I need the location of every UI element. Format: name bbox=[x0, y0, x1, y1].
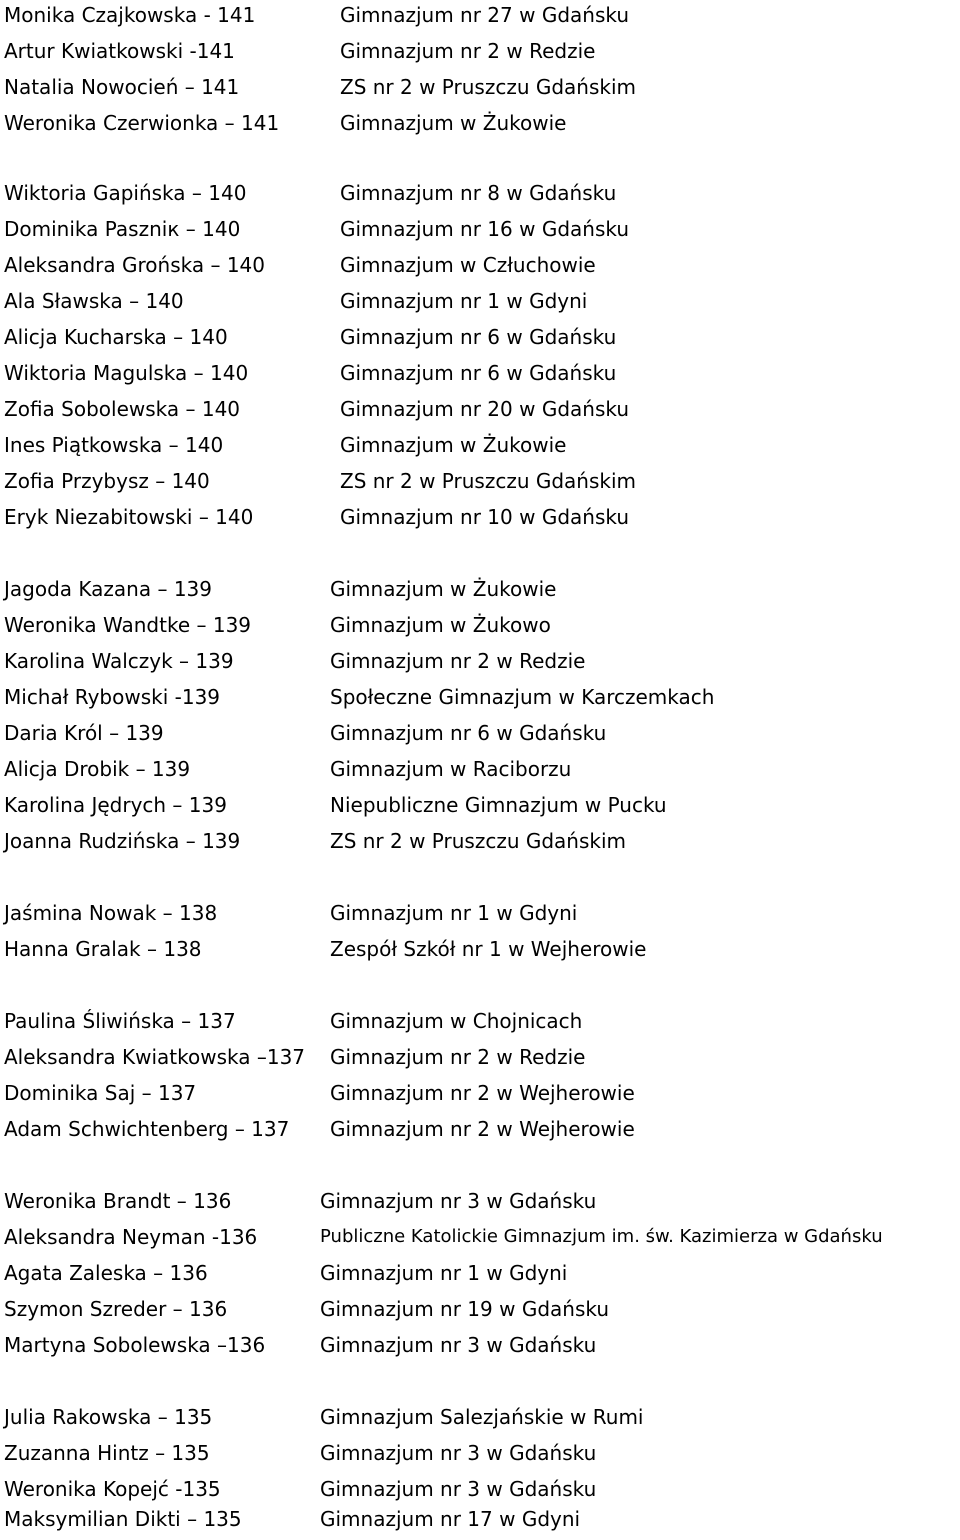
student-name: Weronika Czerwionka – 141 bbox=[4, 111, 280, 135]
list-item bbox=[0, 466, 960, 502]
student-name: Wiktoria Magulska – 140 bbox=[4, 361, 249, 385]
list-item bbox=[0, 0, 960, 36]
list-item bbox=[0, 574, 960, 610]
list-item bbox=[0, 108, 960, 144]
student-name: Aleksandra Grońska – 140 bbox=[4, 253, 265, 277]
list-item bbox=[0, 1078, 960, 1114]
student-name: Zofia Sobolewska – 140 bbox=[4, 397, 241, 421]
student-name: Szymon Szreder – 136 bbox=[4, 1297, 228, 1321]
school-name: Publiczne Katolickie Gimnazjum im. św. Kazimierza w Gdańsku bbox=[320, 1226, 883, 1247]
student-name: Joanna Rudzińska – 139 bbox=[4, 829, 241, 853]
list-item bbox=[0, 214, 960, 250]
list-item bbox=[0, 682, 960, 718]
school-name: Gimnazjum w Żukowie bbox=[340, 111, 567, 135]
list-item bbox=[0, 1042, 960, 1078]
student-name: Michał Rybowski -139 bbox=[4, 685, 221, 709]
school-name: Gimnazjum Salezjańskie w Rumi bbox=[320, 1405, 644, 1429]
school-name: Gimnazjum nr 2 w Redzie bbox=[330, 1045, 586, 1069]
student-name: Julia Rakowska – 135 bbox=[4, 1405, 213, 1429]
student-name: Weronika Brandt – 136 bbox=[4, 1189, 232, 1213]
list-item bbox=[0, 718, 960, 754]
school-name: Gimnazjum nr 6 w Gdańsku bbox=[330, 721, 607, 745]
student-name: Dominika Paszniк – 140 bbox=[4, 217, 241, 241]
student-name: Karolina Walczyk – 139 bbox=[4, 649, 234, 673]
school-name: Gimnazjum nr 6 w Gdańsku bbox=[340, 325, 617, 349]
school-name: Gimnazjum w Człuchowie bbox=[340, 253, 596, 277]
school-name: Gimnazjum nr 16 w Gdańsku bbox=[340, 217, 630, 241]
school-name: Niepubliczne Gimnazjum w Pucku bbox=[330, 793, 667, 817]
list-item bbox=[0, 1402, 960, 1438]
student-name: Weronika Kopejć -135 bbox=[4, 1477, 221, 1501]
school-name: Gimnazjum w Chojnicach bbox=[330, 1009, 583, 1033]
school-name: Gimnazjum nr 2 w Wejherowie bbox=[330, 1081, 635, 1105]
school-name: Gimnazjum w Żukowie bbox=[330, 577, 557, 601]
school-name: Gimnazjum nr 2 w Wejherowie bbox=[330, 1117, 635, 1141]
list-item bbox=[0, 502, 960, 538]
student-name: Wiktoria Gapińska – 140 bbox=[4, 181, 247, 205]
school-name: Gimnazjum nr 3 w Gdańsku bbox=[320, 1333, 597, 1357]
school-name: Gimnazjum nr 1 w Gdyni bbox=[320, 1261, 568, 1285]
list-item bbox=[0, 934, 960, 970]
student-name: Agata Zaleska – 136 bbox=[4, 1261, 208, 1285]
student-name: Martyna Sobolewska –136 bbox=[4, 1333, 266, 1357]
list-item bbox=[0, 1438, 960, 1474]
list-item bbox=[0, 322, 960, 358]
student-name: Karolina Jędrych – 139 bbox=[4, 793, 227, 817]
list-item bbox=[0, 610, 960, 646]
list-item bbox=[0, 1258, 960, 1294]
student-name: Monika Czajkowska - 141 bbox=[4, 3, 256, 27]
school-name: Gimnazjum w Żukowie bbox=[340, 433, 567, 457]
list-item bbox=[0, 646, 960, 682]
student-name: Natalia Nowocień – 141 bbox=[4, 75, 240, 99]
student-name: Aleksandra Neyman -136 bbox=[4, 1225, 258, 1249]
student-name: Zuzanna Hintz – 135 bbox=[4, 1441, 210, 1465]
student-name: Maksymilian Dikti – 135 bbox=[4, 1507, 242, 1531]
school-name: Społeczne Gimnazjum w Karczemkach bbox=[330, 685, 715, 709]
student-name: Aleksandra Kwiatkowska –137 bbox=[4, 1045, 306, 1069]
school-name: Gimnazjum nr 1 w Gdyni bbox=[330, 901, 578, 925]
student-name: Jagoda Kazana – 139 bbox=[4, 577, 212, 601]
list-item bbox=[0, 286, 960, 322]
list-item bbox=[0, 1504, 960, 1540]
school-name: Gimnazjum nr 3 w Gdańsku bbox=[320, 1441, 597, 1465]
student-name: Adam Schwichtenberg – 137 bbox=[4, 1117, 290, 1141]
school-name: Gimnazjum nr 3 w Gdańsku bbox=[320, 1189, 597, 1213]
list-item bbox=[0, 36, 960, 72]
list-item bbox=[0, 898, 960, 934]
list-item bbox=[0, 250, 960, 286]
student-name: Paulina Śliwińska – 137 bbox=[4, 1009, 236, 1033]
school-name: Gimnazjum w Żukowo bbox=[330, 613, 551, 637]
list-item bbox=[0, 358, 960, 394]
student-name: Alicja Drobik – 139 bbox=[4, 757, 191, 781]
student-name: Alicja Kucharska – 140 bbox=[4, 325, 228, 349]
school-name: ZS nr 2 w Pruszczu Gdańskim bbox=[340, 75, 637, 99]
student-name: Daria Król – 139 bbox=[4, 721, 164, 745]
student-name: Ala Sławska – 140 bbox=[4, 289, 184, 313]
list-item bbox=[0, 1222, 960, 1258]
list-item bbox=[0, 826, 960, 862]
list-item bbox=[0, 790, 960, 826]
school-name: Gimnazjum nr 17 w Gdyni bbox=[320, 1507, 581, 1531]
school-name: Gimnazjum nr 8 w Gdańsku bbox=[340, 181, 617, 205]
student-name: Eryk Niezabitowski – 140 bbox=[4, 505, 254, 529]
list-item bbox=[0, 394, 960, 430]
student-name: Dominika Saj – 137 bbox=[4, 1081, 197, 1105]
student-name: Ines Piątkowska – 140 bbox=[4, 433, 224, 457]
school-name: Gimnazjum nr 2 w Redzie bbox=[330, 649, 586, 673]
list-item bbox=[0, 1330, 960, 1366]
student-name: Weronika Wandtke – 139 bbox=[4, 613, 252, 637]
school-name: Gimnazjum nr 3 w Gdańsku bbox=[320, 1477, 597, 1501]
school-name: Gimnazjum nr 20 w Gdańsku bbox=[340, 397, 630, 421]
list-item bbox=[0, 430, 960, 466]
school-name: Gimnazjum nr 19 w Gdańsku bbox=[320, 1297, 610, 1321]
school-name: Gimnazjum nr 10 w Gdańsku bbox=[340, 505, 630, 529]
list-item bbox=[0, 1114, 960, 1150]
list-item bbox=[0, 754, 960, 790]
student-name: Hanna Gralak – 138 bbox=[4, 937, 202, 961]
school-name: Zespół Szkół nr 1 w Wejherowie bbox=[330, 937, 647, 961]
school-name: ZS nr 2 w Pruszczu Gdańskim bbox=[340, 469, 637, 493]
school-name: Gimnazjum nr 6 w Gdańsku bbox=[340, 361, 617, 385]
student-name: Artur Kwiatkowski -141 bbox=[4, 39, 235, 63]
list-item bbox=[0, 178, 960, 214]
list-item bbox=[0, 1186, 960, 1222]
list-item bbox=[0, 1006, 960, 1042]
list-item bbox=[0, 72, 960, 108]
student-name: Jaśmina Nowak – 138 bbox=[4, 901, 218, 925]
school-name: Gimnazjum nr 27 w Gdańsku bbox=[340, 3, 630, 27]
school-name: Gimnazjum nr 1 w Gdyni bbox=[340, 289, 588, 313]
list-item bbox=[0, 1294, 960, 1330]
school-name: Gimnazjum nr 2 w Redzie bbox=[340, 39, 596, 63]
student-name: Zofia Przybysz – 140 bbox=[4, 469, 210, 493]
school-name: Gimnazjum w Raciborzu bbox=[330, 757, 572, 781]
school-name: ZS nr 2 w Pruszczu Gdańskim bbox=[330, 829, 627, 853]
